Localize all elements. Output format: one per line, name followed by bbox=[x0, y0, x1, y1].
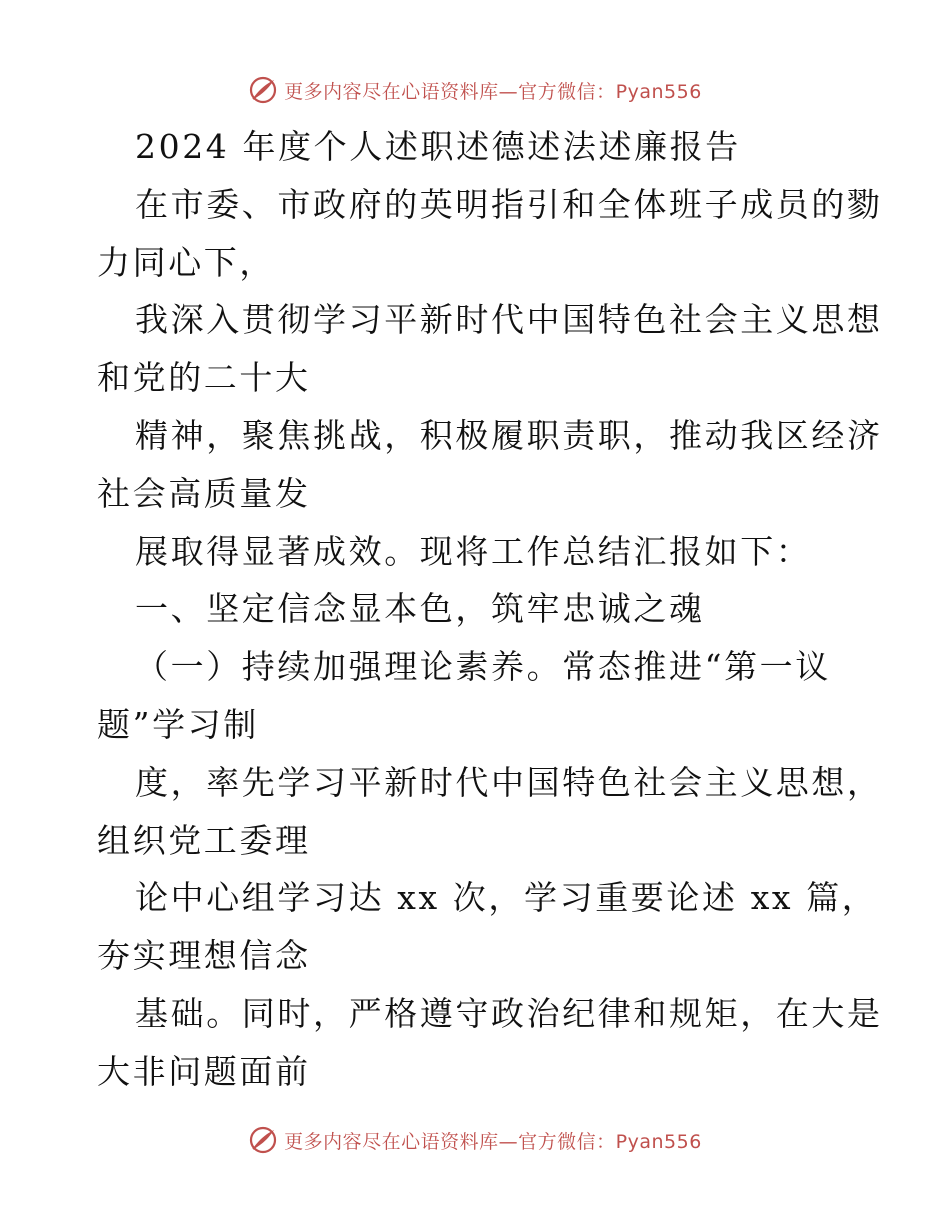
paragraph-line: 社会高质量发 bbox=[97, 473, 311, 513]
paragraph-line: 论中心组学习达 xx 次，学习重要论述 xx 篇， bbox=[135, 878, 878, 918]
subsection-heading: （一）持续加强理论素养。常态推进“第一议 bbox=[135, 647, 831, 687]
paragraph-line: 力同心下， bbox=[97, 242, 275, 282]
document-body bbox=[97, 118, 883, 1101]
paragraph-line: 大非问题面前 bbox=[97, 1051, 311, 1091]
header-watermark-text: 更多内容尽在心语资料库—官方微信：Pyan556 bbox=[284, 80, 702, 103]
header-watermark-banner bbox=[0, 70, 950, 110]
paragraph-line: 夯实理想信念 bbox=[97, 936, 311, 976]
paragraph-line: 基础。同时，严格遵守政治纪律和规矩，在大是 bbox=[135, 993, 883, 1033]
footer-watermark-banner bbox=[0, 1120, 950, 1160]
paragraph-line: 题”学习制 bbox=[97, 704, 259, 744]
section-heading: 一、坚定信念显本色，筑牢忠诚之魂 bbox=[135, 589, 705, 629]
paragraph-line: 度，率先学习平新时代中国特色社会主义思想， bbox=[135, 762, 883, 802]
document-title: 2024 年度个人述职述德述法述廉报告 bbox=[135, 127, 741, 166]
paragraph-line: 我深入贯彻学习平新时代中国特色社会主义思想 bbox=[135, 300, 883, 340]
quill-logo-icon bbox=[248, 1125, 278, 1155]
paragraph-line: 组织党工委理 bbox=[97, 820, 311, 860]
paragraph-line: 展取得显著成效。现将工作总结汇报如下： bbox=[135, 531, 812, 571]
footer-watermark-text: 更多内容尽在心语资料库—官方微信：Pyan556 bbox=[284, 1130, 702, 1153]
quill-logo-icon bbox=[248, 75, 278, 105]
paragraph-line: 和党的二十大 bbox=[97, 358, 311, 398]
paragraph-line: 在市委、市政府的英明指引和全体班子成员的勠 bbox=[135, 184, 883, 224]
paragraph-line: 精神，聚焦挑战，积极履职责职，推动我区经济 bbox=[135, 415, 883, 455]
